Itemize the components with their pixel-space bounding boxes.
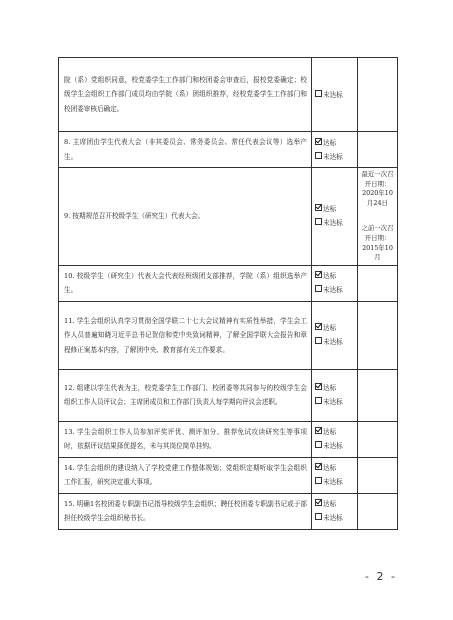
evaluation-table — [58, 57, 398, 530]
checked-box-icon[interactable] — [315, 138, 322, 145]
checkbox-icon[interactable] — [315, 441, 322, 448]
checked-box-icon[interactable] — [315, 271, 322, 278]
table-row — [59, 301, 398, 369]
option-label: 未达标 — [323, 90, 343, 99]
page-number: - 2 - — [365, 570, 397, 583]
status-option[interactable] — [315, 475, 354, 489]
status-cell — [312, 369, 358, 421]
checkbox-icon[interactable] — [315, 477, 322, 484]
status-cell — [312, 493, 358, 529]
criterion-text: 15. 明确1名校团委专职副书记指导校级学生会组织；聘任校团委专职副书记或于部担任校级学生会组织秘书长。 — [59, 493, 312, 529]
table-row — [59, 421, 398, 457]
checked-box-icon[interactable] — [315, 383, 322, 390]
checkbox-icon[interactable] — [315, 397, 322, 404]
recent-meeting-date: 最近一次召开日期：2020年10月24日 — [361, 170, 394, 207]
status-cell — [312, 457, 358, 493]
status-option[interactable] — [315, 269, 354, 283]
table-row — [59, 457, 398, 493]
option-label: 达标 — [323, 138, 337, 147]
criterion-text: 13. 学生会组织工作人员参加评奖评优、测评加分、推荐免试攻读研究生等事项时，依据评议结果择优提名，未与其岗位简单挂钩。 — [59, 421, 312, 457]
option-label: 未达标 — [323, 286, 343, 295]
table-row — [59, 265, 398, 301]
note-cell — [358, 301, 398, 369]
option-label: 达标 — [323, 384, 337, 393]
table-row — [59, 168, 398, 266]
note-cell — [358, 457, 398, 493]
checkbox-icon[interactable] — [315, 513, 322, 520]
checked-box-icon[interactable] — [315, 204, 322, 211]
option-label: 未达标 — [323, 478, 343, 487]
status-cell — [312, 168, 358, 266]
option-label: 未达标 — [323, 219, 343, 228]
status-cell — [312, 421, 358, 457]
note-cell — [358, 58, 398, 132]
status-option[interactable] — [315, 202, 354, 216]
status-option[interactable] — [315, 381, 354, 395]
table-row — [59, 493, 398, 529]
status-option[interactable] — [315, 150, 354, 164]
option-label: 未达标 — [323, 398, 343, 407]
status-option[interactable] — [315, 461, 354, 475]
table-row — [59, 369, 398, 421]
table-row — [59, 58, 398, 132]
note-cell — [358, 132, 398, 168]
option-label: 达标 — [323, 272, 337, 281]
status-option[interactable] — [315, 283, 354, 297]
criterion-text: 8. 主席团由学生代表大会（非其委员会、常务委员会、常任代表会议等）选举产生。 — [59, 132, 312, 168]
table-row — [59, 132, 398, 168]
note-cell — [358, 168, 398, 266]
criterion-text: 11. 学生会组织认真学习贯彻全国学联二十七大会议精神有实质性举措，学生会工作人员普遍知晓习近平总书记贺信和党中央致词精神，了解全国学联大会报告和章程修正案基本内容，了解团中央、教育部有关工作要求。 — [59, 301, 312, 369]
status-option[interactable] — [315, 136, 354, 150]
status-option[interactable] — [315, 511, 354, 525]
status-option[interactable] — [315, 439, 354, 453]
status-option[interactable] — [315, 395, 354, 409]
note-cell — [358, 493, 398, 529]
status-option[interactable] — [315, 216, 354, 230]
option-label: 未达标 — [323, 514, 343, 523]
status-cell — [312, 132, 358, 168]
status-option[interactable] — [315, 88, 354, 102]
status-option[interactable] — [315, 497, 354, 511]
checkbox-icon[interactable] — [315, 337, 322, 344]
note-cell — [358, 265, 398, 301]
checkbox-icon[interactable] — [315, 152, 322, 159]
status-cell — [312, 301, 358, 369]
option-label: 未达标 — [323, 152, 343, 161]
option-label: 达标 — [323, 500, 337, 509]
status-cell — [312, 58, 358, 132]
option-label: 达标 — [323, 428, 337, 437]
checked-box-icon[interactable] — [315, 499, 322, 506]
option-label: 达标 — [323, 464, 337, 473]
checkbox-icon[interactable] — [315, 90, 322, 97]
checkbox-icon[interactable] — [315, 218, 322, 225]
note-cell — [358, 421, 398, 457]
note-cell — [358, 369, 398, 421]
option-label: 未达标 — [323, 338, 343, 347]
checked-box-icon[interactable] — [315, 427, 322, 434]
option-label: 未达标 — [323, 442, 343, 451]
criterion-text: 12. 组建以学生代表为主，校党委学生工作部门、校团委等共同参与的校级学生会组织工作人员评议会；主席团成员和工作部门负责人每学期向评议会述职。 — [59, 369, 312, 421]
status-option[interactable] — [315, 321, 354, 335]
criterion-text: 10. 校级学生（研究生）代表大会代表经班级团支部推荐，学院（系）组织选举产生。 — [59, 265, 312, 301]
status-option[interactable] — [315, 425, 354, 439]
checked-box-icon[interactable] — [315, 323, 322, 330]
status-option[interactable] — [315, 335, 354, 349]
criterion-text: 院（系）党组织同意，校党委学生工作部门和校团委会审查后，报校党委确定；校级学生会组织工作部门成员均由学院（系）团组织推荐，经校党委学生工作部门和校团委审核后确定。 — [59, 58, 312, 132]
criterion-text: 9. 按期规范召开校级学生（研究生）代表大会。 — [59, 168, 312, 266]
note-spacer — [359, 208, 396, 224]
option-label: 达标 — [323, 205, 337, 214]
option-label: 达标 — [323, 324, 337, 333]
checkbox-icon[interactable] — [315, 285, 322, 292]
previous-meeting-date: 之前一次召开日期：2015年10月 — [361, 224, 394, 262]
status-cell — [312, 265, 358, 301]
checked-box-icon[interactable] — [315, 463, 322, 470]
criterion-text: 14. 学生会组织的建设纳入了学校党建工作整体规划；党组织定期听取学生会组织工作汇报，研究决定重大事项。 — [59, 457, 312, 493]
